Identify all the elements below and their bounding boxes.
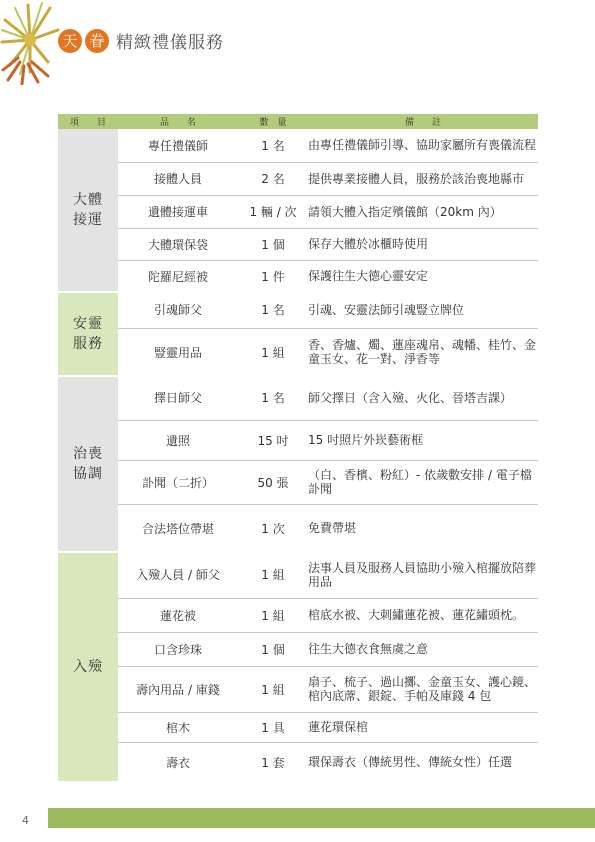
item-name: 蓮花被: [118, 598, 238, 632]
item-qty: 1 個: [238, 228, 308, 260]
item-name: 豎靈用品: [153, 345, 202, 360]
item-qty: 1 個: [238, 632, 308, 666]
item-note: 提供專業接體人員，服務於該治喪地縣市: [308, 162, 538, 195]
table-row: [58, 504, 538, 552]
table-row: [58, 129, 538, 162]
table-row: [58, 712, 538, 742]
item-note: 棺底水被、大刺繡蓮花被、蓮花繡頭枕。: [308, 598, 538, 632]
item-name: 壽內用品 / 庫錢: [118, 666, 238, 712]
item-name: 遺照: [118, 420, 238, 460]
item-note: 15 吋照片外崁藝術框: [308, 420, 538, 460]
item-note: 往生大德衣食無虞之意: [308, 632, 538, 666]
item-name: 擇日師父: [118, 376, 238, 420]
logo-char-1: 天: [58, 29, 82, 53]
item-note: 環保壽衣（傳統男性、傳統女性）任選: [308, 755, 513, 770]
item-qty: 1 件: [261, 269, 285, 284]
category-spirit-service: 安靈 服務: [58, 292, 118, 376]
item-qty: 1 組: [261, 345, 285, 360]
item-note: 保存大體於冰櫃時使用: [308, 228, 538, 260]
item-name: 接體人員: [118, 162, 238, 195]
table-row: [58, 552, 538, 598]
table-row: [58, 632, 538, 666]
item-note: 免費帶堪: [308, 521, 357, 536]
item-name: 遺體接運車: [118, 195, 238, 228]
item-name: 大體環保袋: [118, 228, 238, 260]
table-row: [58, 420, 538, 460]
item-qty: 1 名: [238, 292, 308, 328]
item-qty: 1 具: [238, 712, 308, 742]
item-name: 棺木: [118, 712, 238, 742]
table-row: [58, 228, 538, 260]
table-row: [58, 260, 538, 292]
item-note: （白、香檳、粉紅）- 依歲數安排 / 電子檔訃聞: [308, 460, 538, 504]
item-note: 請領大體入指定殯儀館（20km 內）: [308, 195, 538, 228]
item-name: 合法塔位帶堪: [141, 521, 214, 536]
category-funeral-coordination: 治喪 協調: [58, 376, 118, 552]
item-qty: 2 名: [238, 162, 308, 195]
item-qty: 1 組: [238, 552, 308, 598]
table-row: [58, 162, 538, 195]
item-name: 訃聞（二折）: [118, 460, 238, 504]
item-qty: 1 套: [261, 755, 285, 770]
table-row: [58, 460, 538, 504]
item-name: 專任禮儀師: [118, 129, 238, 162]
table-row: [58, 292, 538, 328]
page-title: 精緻禮儀服務: [116, 33, 224, 53]
table-row: [58, 376, 538, 420]
item-qty: 1 組: [238, 666, 308, 712]
item-name: 入殮人員 / 師父: [118, 552, 238, 598]
page-number: 4: [22, 814, 29, 827]
service-table: [58, 114, 538, 783]
header-qty: 數 量: [238, 114, 308, 129]
item-name: 陀羅尼經被: [147, 269, 208, 284]
table-header-row: [58, 114, 538, 129]
table-row: [58, 742, 538, 782]
item-note: 香、香爐、燭、蓮座魂帛、魂幡、桂竹、金童玉女、花一對、淨香等: [308, 338, 537, 367]
logo-char-2: 眷: [85, 29, 109, 53]
item-note: 由專任禮儀師引導、協助家屬所有喪儀流程: [308, 129, 538, 162]
table-row: [58, 598, 538, 632]
item-qty: 1 次: [261, 521, 285, 536]
item-name: 壽衣: [165, 755, 190, 770]
category-encoffining: 入殮: [58, 552, 118, 782]
header-name: 品 名: [118, 114, 238, 129]
item-note: 師父擇日（含入殮、火化、晉塔吉課）: [308, 376, 538, 420]
table-row: [58, 666, 538, 712]
item-note: 保護往生大德心靈安定: [308, 269, 429, 284]
item-qty: 50 張: [238, 460, 308, 504]
item-name: 引魂師父: [118, 292, 238, 328]
item-qty: 1 輛 / 次: [238, 195, 308, 228]
item-qty: 15 吋: [238, 420, 308, 460]
item-name: 口含珍珠: [118, 632, 238, 666]
item-qty: 1 組: [238, 598, 308, 632]
brand-header: [58, 28, 224, 53]
item-note: 引魂、安靈法師引魂豎立牌位: [308, 292, 538, 328]
table-row: [58, 195, 538, 228]
item-note: 扇子、梳子、過山擲、金童玉女、護心鏡、棺內底蓆、銀錠、手帕及庫錢 4 包: [308, 666, 538, 712]
category-body-transport: 大體 接運: [58, 129, 118, 292]
header-item: 項 目: [58, 114, 118, 129]
item-qty: 1 名: [238, 129, 308, 162]
item-qty: 1 名: [238, 376, 308, 420]
table-row: [58, 328, 538, 376]
footer-bar: [48, 808, 595, 828]
header-note: 備 註: [308, 114, 538, 129]
item-note: 蓮花環保棺: [308, 712, 538, 742]
item-note: 法事人員及服務人員協助小殮入棺擺放陪葬用品: [308, 552, 538, 598]
